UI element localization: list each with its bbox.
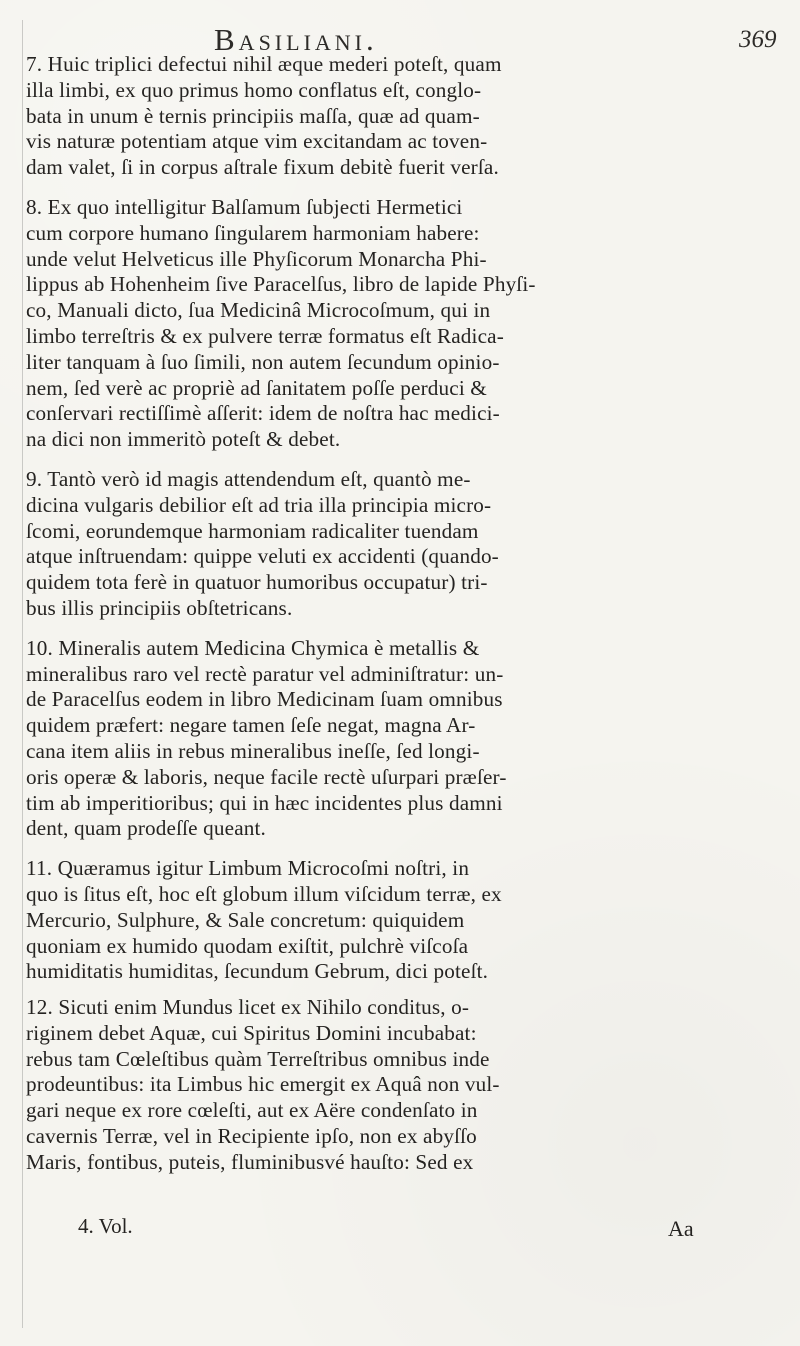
text-line: illa limbi, ex quo primus homo conflatus eſt, conglo-: [26, 77, 482, 102]
text-line: quoniam ex humido quodam exiſtit, pulchrè viſcoſa: [26, 933, 469, 958]
text-line: na dici non immeritò poteſt & debet.: [26, 427, 341, 452]
text-line: rebus tam Cœleſtibus quàm Terreſtribus omnibus inde: [26, 1046, 490, 1071]
text-line: unde velut Helveticus ille Phyſicorum Monarcha Phi-: [26, 246, 487, 271]
paragraph-7: [26, 52, 782, 181]
paragraph-gap: [26, 622, 782, 636]
text-line: quidem præfert: negare tamen ſeſe negat, magna Ar-: [26, 713, 476, 738]
text-line: lippus ab Hohenheim ſive Paracelſus, libro de lapide Phyſi-: [26, 272, 536, 297]
text-line: tim ab imperitioribus; qui in hæc incidentes plus damni: [26, 790, 503, 815]
text-line: gari neque ex rore cœleſti, aut ex Aëre condenſato in: [26, 1098, 478, 1123]
text-line: 12. Sicuti enim Mundus licet ex Nihilo conditus, o-: [26, 995, 470, 1020]
paragraph-gap: [26, 985, 782, 995]
text-line: humiditatis humiditas, ſecundum Gebrum, dici poteſt.: [26, 959, 489, 984]
paragraph-11: [26, 856, 782, 985]
text-line: 9. Tantò verò id magis attendendum eſt, quantò me-: [26, 466, 471, 491]
text-line: prodeuntibus: ita Limbus hic emergit ex Aquâ non vul-: [26, 1072, 500, 1097]
page-binding-edge: [22, 20, 23, 1328]
text-line: co, Manuali dicto, ſua Medicinâ Microcoſmum, qui in: [26, 298, 491, 323]
text-line: 8. Ex quo intelligitur Balſamum ſubjecti Hermetici: [26, 194, 463, 219]
text-line: cum corpore humano ſingularem harmoniam habere:: [26, 220, 480, 245]
text-line: liter tanquam à ſuo ſimili, non autem ſecundum opinio-: [26, 349, 500, 374]
text-line: dicina vulgaris debilior eſt ad tria illa principia micro-: [26, 492, 492, 517]
paragraph-gap: [26, 453, 782, 467]
text-line: vis naturæ potentiam atque vim excitandam ac toven-: [26, 129, 488, 154]
paragraph-8: [26, 195, 782, 453]
volume-signature: 4. Vol.: [78, 1214, 133, 1238]
running-title: Basiliani.: [214, 22, 378, 57]
text-line: nem, ſed verè ac propriè ad ſanitatem poſſe perduci &: [26, 375, 487, 400]
gathering-signature: Aa: [668, 1216, 694, 1241]
text-line: conſervari rectiſſimè aſſerit: idem de noſtra hac medici-: [26, 401, 500, 426]
page-number: 369: [739, 26, 777, 53]
main-text: [26, 52, 782, 1176]
text-line: dent, quam prodeſſe queant.: [26, 816, 266, 841]
text-line: 10. Mineralis autem Medicina Chymica è metallis &: [26, 635, 480, 660]
paragraph-10: [26, 636, 782, 842]
text-line: de Paracelſus eodem in libro Medicinam ſuam omnibus: [26, 687, 503, 712]
text-line: oris operæ & laboris, neque facile rectè uſurpari præſer-: [26, 764, 507, 789]
text-line: ſcomi, eorundemque harmoniam radicaliter tuendam: [26, 518, 479, 543]
text-line: cana item aliis in rebus mineralibus ineſſe, ſed longi-: [26, 738, 480, 763]
text-line: limbo terreſtris & ex pulvere terræ formatus eſt Radica-: [26, 323, 504, 348]
text-line: 7. Huic triplici defectui nihil æque mederi poteſt, quam: [26, 52, 502, 76]
text-line: Mercurio, Sulphure, & Sale concretum: quiquidem: [26, 907, 465, 932]
text-line: dam valet, ſi in corpus aſtrale fixum debitè fuerit verſa.: [26, 155, 499, 180]
text-line: quo is ſitus eſt, hoc eſt globum illum viſcidum terræ, ex: [26, 881, 502, 906]
text-line: bata in unum è ternis principiis maſſa, quæ ad quam-: [26, 103, 480, 128]
text-line: Maris, fontibus, puteis, fluminibusvé hauſto: Sed ex: [26, 1149, 474, 1174]
text-line: 11. Quæramus igitur Limbum Microcoſmi noſtri, in: [26, 856, 470, 881]
paragraph-9: [26, 467, 782, 622]
paragraph-gap: [26, 842, 782, 856]
text-line: cavernis Terræ, vel in Recipiente ipſo, non ex abyſſo: [26, 1124, 477, 1149]
text-line: quidem tota ferè in quatuor humoribus occupatur) tri-: [26, 570, 488, 595]
text-line: bus illis principiis obſtetricans.: [26, 595, 293, 620]
text-line: atque inſtruendam: quippe veluti ex accidenti (quando-: [26, 544, 499, 569]
text-line: riginem debet Aquæ, cui Spiritus Domini incubabat:: [26, 1020, 477, 1045]
paragraph-gap: [26, 181, 782, 195]
text-line: mineralibus raro vel rectè paratur vel adminiſtratur: un-: [26, 661, 504, 686]
paragraph-12: [26, 995, 782, 1176]
page-footer: [0, 1214, 800, 1254]
